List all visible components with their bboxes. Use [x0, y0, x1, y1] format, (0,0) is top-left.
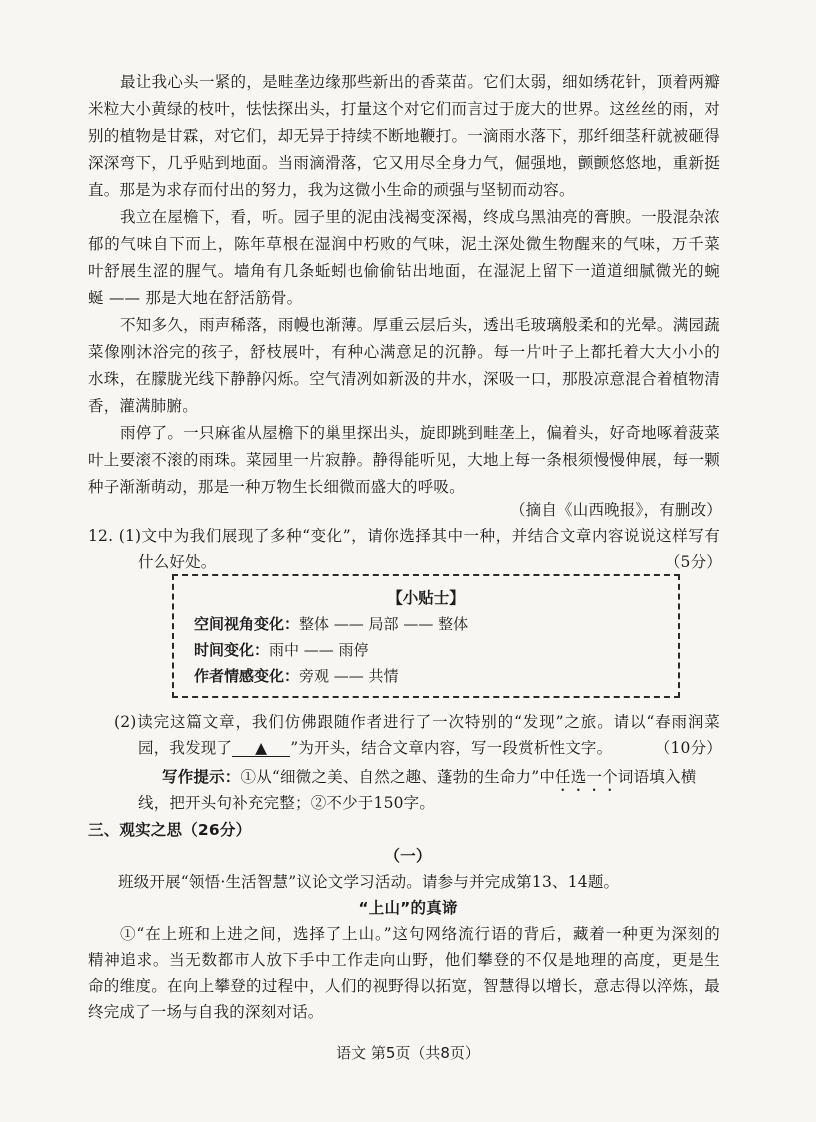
- tip-row-emotion: [194, 666, 399, 686]
- passage-line: 水珠，在朦胧光线下静静闪烁。空气清冽如新汲的井水，深吸一口，那股凉意混合着植物清: [88, 370, 720, 388]
- section-intro: 班级开展“领悟·生活智慧”议论文学习活动。请参与并完成第13、14题。: [118, 873, 620, 891]
- tip-value: 雨中 —— 雨停: [269, 641, 369, 659]
- tips-box: [172, 574, 680, 698]
- passage-line: 直。那是为求存而付出的努力，我为这微小生命的顽强与坚韧而动容。: [88, 181, 575, 199]
- question-12-part-2-cont: [138, 738, 612, 758]
- passage-line: 叶舒展生涩的腥气。墙角有几条蚯蚓也偷偷钻出地面，在湿泥上留下一道道细腻微光的蜿: [88, 262, 720, 280]
- passage-line: 郁的气味自下而上，陈年草根在湿润中朽败的气味，泥土深处微生物醒来的气味，万千菜: [88, 235, 720, 253]
- passage-line: 深深弯下，几乎贴到地面。当雨滴滑落，它又用尽全身力气，倔强地，颤颤悠悠地，重新挺: [88, 154, 720, 172]
- page-footer: 语文 第5页（共8页）: [336, 1044, 480, 1062]
- tip-label: 时间变化：: [194, 641, 270, 659]
- article-line: 终完成了一场与自我的深刻对话。: [88, 1003, 324, 1021]
- sub-heading: （一）: [384, 846, 432, 865]
- tip-label: 空间视角变化：: [194, 615, 300, 633]
- article-line: 命的维度。在向上攀登的过程中，人们的视野得以拓宽，智慧得以增长，意志得以淬炼，最: [88, 977, 720, 995]
- passage-source: （摘自《山西晚报》，有删改）: [509, 501, 722, 519]
- tip-label: 作者情感变化：: [194, 667, 300, 685]
- question-12-part-1-cont: 什么好处。: [138, 553, 217, 571]
- section-heading: 三、观实之思（26分）: [88, 821, 252, 839]
- article-line: ①“在上班和上进之间，选择了上山。”这句网络流行语的背后，藏着一种更为深刻的: [120, 925, 720, 943]
- tip-row-time: [194, 640, 369, 660]
- passage-line: 香，灌满肺腑。: [88, 397, 198, 415]
- writing-hint-cont: 线，把开头句补充完整；②不少于150字。: [138, 794, 436, 812]
- hint-text: ①从“细微之美、自然之趣、蓬勃的生命力”中: [240, 768, 556, 786]
- passage-line: 最让我心头一紧的，是畦垄边缘那些新出的香菜苗。它们太弱，细如绣花针，顶着两瓣: [120, 73, 720, 91]
- passage-line: 蜒 —— 那是大地在舒活筋骨。: [88, 289, 303, 307]
- question-text: 园，我发现了: [138, 739, 233, 757]
- passage-line: 不知多久，雨声稀落，雨幔也渐薄。厚重云层后头，透出毛玻璃般柔和的光晕。满园蔬: [120, 316, 720, 334]
- article-title: “上山”的真谛: [358, 899, 458, 917]
- question-12-part-1-score: （5分）: [664, 553, 722, 571]
- tip-value: 整体 —— 局部 —— 整体: [299, 615, 469, 633]
- tip-row-space: [194, 614, 468, 634]
- question-12-part-2: (2)读完这篇文章，我们仿佛跟随作者进行了一次特别的“发现”之旅。请以“春雨润菜: [114, 713, 720, 731]
- writing-hint: [162, 767, 696, 795]
- question-12-part-1: 12. (1)文中为我们展现了多种“变化”，请你选择其中一种，并结合文章内容说说这样写有: [88, 527, 720, 545]
- passage-line: 叶上要滚不滚的雨珠。菜园里一片寂静。静得能听见，大地上每一条根须慢慢伸展，每一颗: [88, 451, 720, 469]
- hint-emphasis: 任选一个: [555, 768, 618, 786]
- hint-text: 词语填入横: [617, 768, 697, 786]
- passage-line: 菜像刚沐浴完的孩子，舒枝展叶，有种心满意足的沉静。每一片叶子上都托着大大小小的: [88, 343, 720, 361]
- passage-line: 种子渐渐萌动，那是一种万物生长细微而盛大的呼吸。: [88, 478, 465, 496]
- question-12-part-2-score: （10分）: [654, 739, 722, 757]
- tips-title: 【小贴士】: [387, 589, 465, 607]
- hint-label: 写作提示：: [162, 767, 241, 786]
- passage-line: 我立在屋檐下，看，听。园子里的泥由浅褐变深褐，终成乌黑油亮的膏腴。一股混杂浓: [120, 208, 720, 226]
- passage-line: 雨停了。一只麻雀从屋檐下的巢里探出头，旋即跳到畦垄上，偏着头，好奇地啄着菠菜: [120, 424, 720, 442]
- answer-blank: ▲: [232, 740, 290, 757]
- article-line: 精神追求。当无数都市人放下手中工作走向山野，他们攀登的不仅是地理的高度，更是生: [88, 951, 720, 969]
- question-text: ”为开头，结合文章内容，写一段赏析性文字。: [290, 739, 613, 757]
- tip-value: 旁观 —— 共情: [299, 667, 399, 685]
- passage-line: 米粒大小黄绿的枝叶，怯怯探出头，打量这个对它们而言过于庞大的世界。这丝丝的雨，对: [88, 100, 720, 118]
- passage-line: 别的植物是甘霖，对它们，却无异于持续不断地鞭打。一滴雨水落下，那纤细茎秆就被砸得: [88, 127, 720, 145]
